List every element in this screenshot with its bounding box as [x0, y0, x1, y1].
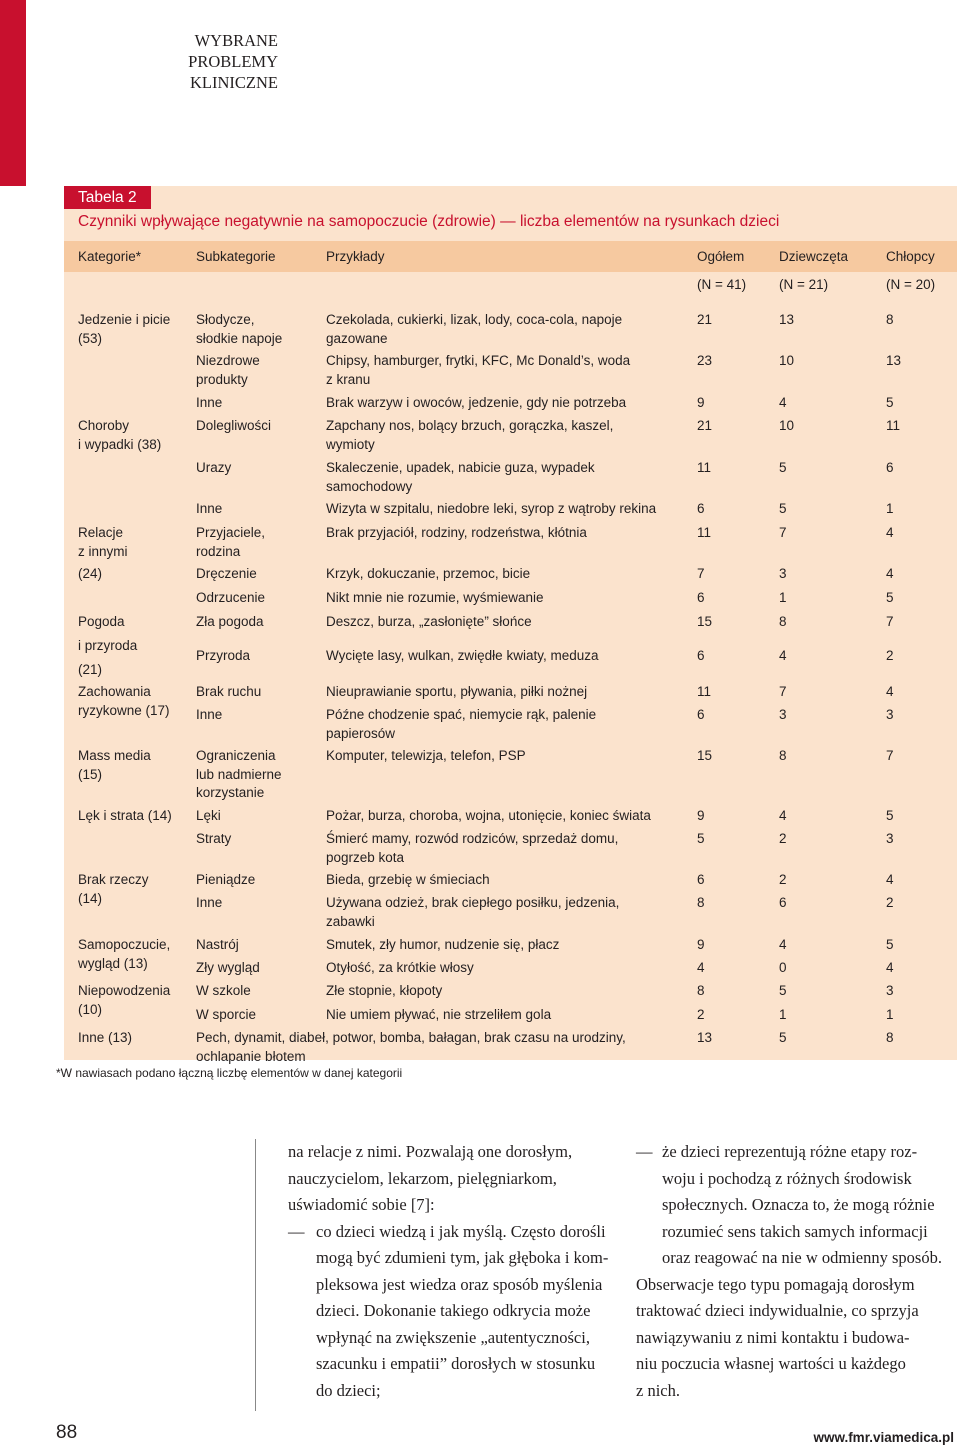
count-ogolem-cell: 11	[697, 525, 712, 540]
count-ogolem-cell: 11	[697, 460, 712, 475]
count-dziewczeta-cell: 10	[779, 353, 795, 368]
table-header-row	[64, 241, 957, 272]
paragraph	[256, 1139, 615, 1219]
category-label: Zachowania	[78, 684, 151, 699]
category-label: Brak rzeczy	[78, 872, 149, 887]
category-label: Choroby	[78, 418, 130, 433]
table-label: Tabela 2	[64, 186, 151, 209]
example-cell: Brak warzyw i owoców, jedzenie, gdy nie potrzeba	[326, 395, 627, 410]
subcategory-cell: Dręczenie	[196, 566, 257, 581]
example-cell: Smutek, zły humor, nudzenie się, płacz	[326, 937, 560, 952]
count-ogolem-cell: 5	[697, 831, 705, 846]
example-cell: Krzyk, dokuczanie, przemoc, bicie	[326, 566, 531, 581]
count-chlopcy-cell: 11	[886, 418, 901, 433]
category-label: (14)	[78, 890, 103, 906]
paragraph	[636, 1272, 958, 1405]
count-chlopcy-cell: 3	[886, 831, 894, 846]
count-ogolem-cell: 6	[697, 648, 705, 663]
subcategory-cell: Inne	[196, 707, 223, 722]
example-cell: Nie umiem pływać, nie strzeliłem gola	[326, 1007, 552, 1022]
count-ogolem-cell: 9	[697, 808, 705, 823]
count-dziewczeta-cell: 2	[779, 831, 787, 846]
subcategory-cell: Przyroda	[196, 648, 251, 663]
example-cell: Używana odzież, brak ciepłego posiłku, jedzenia,	[326, 895, 620, 910]
count-dziewczeta-cell: 4	[779, 648, 787, 663]
example-cell: Złe stopnie, kłopoty	[326, 983, 443, 998]
example-cell: Otyłość, za krótkie włosy	[326, 960, 474, 975]
dash-list-item	[256, 1219, 615, 1405]
count-ogolem-cell: 21	[697, 418, 713, 433]
count-chlopcy-cell: 7	[886, 614, 894, 629]
example-cell: gazowane	[326, 330, 388, 346]
count-ogolem-cell: 21	[697, 312, 713, 327]
table-title: Czynniki wpływające negatywnie na samopoczucie (zdrowie) — liczba elementów na rysunkach dzieci	[78, 213, 780, 230]
category-label: ryzykowne (17)	[78, 702, 170, 718]
count-chlopcy-cell: 5	[886, 590, 894, 605]
subcategory-cell: Odrzucenie	[196, 590, 266, 605]
example-cell: Chipsy, hamburger, frytki, KFC, Mc Donald’s, woda	[326, 353, 631, 368]
count-ogolem-cell: 8	[697, 983, 705, 998]
example-cell: Pożar, burza, choroba, wojna, utonięcie, koniec świata	[326, 808, 651, 823]
example-cell: Późne chodzenie spać, niemycie rąk, palenie	[326, 707, 597, 722]
count-dziewczeta-cell: 13	[779, 312, 795, 327]
category-label: (10)	[78, 1001, 103, 1017]
section-title-line: KLINICZNE	[190, 73, 278, 92]
count-chlopcy-cell: 5	[886, 937, 894, 952]
count-chlopcy-cell: 5	[886, 395, 894, 410]
count-ogolem-cell: 4	[697, 960, 705, 975]
example-cell: papierosów	[326, 725, 396, 741]
subcategory-cell: Przyjaciele,	[196, 525, 266, 540]
text-line: że dzieci reprezentują różne etapy roz-	[662, 1142, 918, 1161]
subcategory-cell: rodzina	[196, 543, 241, 559]
text-line: rozumieć sens takich samych informacji	[662, 1221, 928, 1241]
category-label: (53)	[78, 330, 103, 346]
section-title-line: PROBLEMY	[188, 52, 278, 71]
category-label: Lęk i strata (14)	[78, 808, 172, 823]
text-line: niu poczucia własnej wartości u każdego	[636, 1354, 906, 1373]
text-line: pleksowa jest wiedza oraz sposób myślenia	[316, 1274, 603, 1294]
count-chlopcy-cell: 3	[886, 707, 894, 722]
count-dziewczeta-cell: 7	[779, 525, 787, 540]
example-cell: Nikt mnie nie rozumie, wyśmiewanie	[326, 590, 544, 605]
example-cell: Skaleczenie, upadek, nabicie guza, wypadek	[326, 460, 595, 475]
count-dziewczeta-cell: 10	[779, 418, 795, 433]
example-cell: zabawki	[326, 913, 375, 929]
count-dziewczeta-cell: 5	[779, 460, 787, 475]
text-line: Obserwacje tego typu pomagają dorosłym	[636, 1274, 915, 1294]
table-footnote: *W nawiasach podano łączną liczbę elementów w danej kategorii	[56, 1066, 403, 1080]
website-url: www.fmr.viamedica.pl	[813, 1430, 954, 1445]
subcategory-cell: W szkole	[196, 983, 251, 998]
subcategory-cell: Inne	[196, 395, 223, 410]
count-chlopcy-cell: 4	[886, 872, 894, 887]
subcategory-cell: Lęki	[196, 808, 221, 823]
text-line: szacunku i empatii” dorosłych w stosunku	[316, 1354, 596, 1373]
count-chlopcy-cell: 4	[886, 684, 894, 699]
text-line: nauczycielom, lekarzom, pielęgniarkom,	[288, 1168, 557, 1188]
text-column-left	[255, 1139, 615, 1411]
count-ogolem-cell: 2	[697, 1007, 705, 1022]
header-n-ogolem: (N = 41)	[697, 277, 747, 292]
count-dziewczeta-cell: 7	[779, 684, 787, 699]
text-line: do dzieci;	[316, 1380, 381, 1400]
subcategory-cell: Nastrój	[196, 937, 239, 952]
subcategory-cell: W sporcie	[196, 1007, 257, 1022]
example-cell: Nieuprawianie sportu, pływania, piłki nożnej	[326, 684, 588, 699]
count-chlopcy-cell: 4	[886, 960, 894, 975]
subcategory-cell: słodkie napoje	[196, 330, 283, 346]
count-dziewczeta-cell: 5	[779, 501, 787, 516]
category-label: (15)	[78, 766, 103, 782]
example-cell: pogrzeb kota	[326, 849, 405, 865]
count-dziewczeta-cell: 5	[779, 1030, 787, 1045]
text-line: na relacje z nimi. Pozwalają one dorosłym,	[288, 1142, 573, 1161]
text-line: nawiązywaniu z nimi kontaktu i budowa-	[636, 1327, 910, 1347]
count-chlopcy-cell: 4	[886, 525, 894, 540]
dash-list-item	[636, 1139, 958, 1272]
category-label: (21)	[78, 662, 103, 677]
example-cell: Wizyta w szpitalu, niedobre leki, syrop z wątroby rekina	[326, 501, 657, 516]
count-ogolem-cell: 6	[697, 872, 705, 887]
subcategory-cell: Pieniądze	[196, 872, 256, 887]
header-chlopcy: Chłopcy	[886, 249, 935, 264]
text-line: woju i pochodzą z różnych środowisk	[662, 1168, 912, 1188]
count-chlopcy-cell: 2	[886, 895, 894, 910]
count-ogolem-cell: 15	[697, 614, 713, 629]
text-line: co dzieci wiedzą i jak myślą. Często dorośli	[316, 1221, 606, 1241]
count-chlopcy-cell: 1	[886, 501, 894, 516]
header-n-dziewczeta: (N = 21)	[779, 277, 829, 292]
count-chlopcy-cell: 5	[886, 808, 894, 823]
example-cell: Bieda, grzebię w śmieciach	[326, 872, 490, 887]
header-przyklady: Przykłady	[326, 249, 385, 264]
count-chlopcy-cell: 6	[886, 460, 894, 475]
subcategory-cell: Zły wygląd	[196, 960, 260, 975]
count-dziewczeta-cell: 2	[779, 872, 787, 887]
category-label: z innymi	[78, 543, 128, 559]
count-ogolem-cell: 13	[697, 1030, 713, 1045]
example-cell: z kranu	[326, 371, 371, 387]
example-cell: Śmierć mamy, rozwód rodziców, sprzedaż domu,	[326, 831, 619, 846]
header-dziewczeta: Dziewczęta	[779, 249, 849, 264]
text-line: z nich.	[636, 1380, 680, 1400]
example-cell: Zapchany nos, bolący brzuch, gorączka, kaszel,	[326, 418, 614, 433]
category-label: (24)	[78, 566, 103, 581]
page-number: 88	[56, 1422, 78, 1443]
count-ogolem-cell: 6	[697, 707, 705, 722]
count-ogolem-cell: 11	[697, 684, 712, 699]
count-dziewczeta-cell: 3	[779, 566, 787, 581]
count-chlopcy-cell: 7	[886, 748, 894, 763]
category-label: Inne (13)	[78, 1030, 133, 1045]
subcategory-cell: Zła pogoda	[196, 614, 264, 629]
count-dziewczeta-cell: 3	[779, 707, 787, 722]
text-line: mogą być zdumieni tym, jak głęboka i kom-	[316, 1248, 609, 1267]
example-cell: samochodowy	[326, 478, 413, 494]
subcategory-cell: Brak ruchu	[196, 684, 262, 699]
category-label: Relacje	[78, 525, 124, 540]
example-cell: Brak przyjaciół, rodziny, rodzeństwa, kłótnia	[326, 525, 587, 540]
count-ogolem-cell: 8	[697, 895, 705, 910]
dash-bullet: —	[288, 1221, 305, 1241]
header-ogolem: Ogółem	[697, 249, 745, 264]
subcategory-cell: Inne	[196, 501, 223, 516]
example-cell: Wycięte lasy, wulkan, zwiędłe kwiaty, meduza	[326, 648, 599, 663]
count-ogolem-cell: 9	[697, 937, 705, 952]
count-dziewczeta-cell: 8	[779, 614, 787, 629]
header-subkategorie: Subkategorie	[196, 249, 276, 264]
text-line: dzieci. Dokonanie takiego odkrycia może	[316, 1301, 591, 1320]
category-label: Mass media	[78, 748, 151, 763]
section-title	[150, 30, 278, 93]
count-chlopcy-cell: 3	[886, 983, 894, 998]
text-line: traktować dzieci indywidualnie, co sprzyja	[636, 1301, 919, 1320]
count-dziewczeta-cell: 6	[779, 895, 787, 910]
example-cell: Deszcz, burza, „zasłonięte” słońce	[326, 614, 532, 629]
text-line: uświadomić sobie [7]:	[288, 1195, 435, 1214]
category-label: Pogoda	[78, 614, 125, 629]
category-label: wygląd (13)	[78, 955, 148, 971]
count-dziewczeta-cell: 0	[779, 960, 787, 975]
count-chlopcy-cell: 13	[886, 353, 902, 368]
subcategory-cell: Straty	[196, 831, 232, 846]
text-line: społecznych. Oznacza to, że mogą różnie	[662, 1195, 935, 1214]
text-line: oraz reagować na nie w odmienny sposób.	[662, 1248, 942, 1267]
subcategory-cell: Pech, dynamit, diabeł, potwor, bomba, bałagan, brak czasu na urodziny,	[196, 1030, 626, 1045]
count-chlopcy-cell: 2	[886, 648, 894, 663]
count-dziewczeta-cell: 5	[779, 983, 787, 998]
subcategory-cell: Urazy	[196, 460, 232, 475]
subcategory-cell: korzystanie	[196, 785, 265, 800]
count-dziewczeta-cell: 8	[779, 748, 787, 763]
example-cell: Czekolada, cukierki, lizak, lody, coca-cola, napoje	[326, 312, 623, 327]
category-label: i przyroda	[78, 638, 138, 653]
subcategory-cell: Niezdrowe	[196, 353, 260, 368]
subcategory-cell: Inne	[196, 895, 223, 910]
subcategory-cell: ochlapanie błotem	[196, 1048, 306, 1064]
count-ogolem-cell: 23	[697, 353, 713, 368]
header-n-chlopcy: (N = 20)	[886, 277, 936, 292]
dash-bullet: —	[636, 1142, 653, 1161]
subcategory-cell: produkty	[196, 371, 248, 387]
count-dziewczeta-cell: 1	[779, 590, 787, 605]
example-cell: Komputer, telewizja, telefon, PSP	[326, 748, 526, 763]
text-column-right	[636, 1139, 958, 1404]
example-cell: wymioty	[326, 436, 375, 452]
header-kategorie: Kategorie*	[78, 249, 142, 264]
count-ogolem-cell: 9	[697, 395, 705, 410]
count-ogolem-cell: 6	[697, 501, 705, 516]
text-line: wpłynąć na zwiększenie „autentyczności,	[316, 1327, 590, 1347]
count-dziewczeta-cell: 4	[779, 395, 787, 410]
count-ogolem-cell: 15	[697, 748, 713, 763]
count-ogolem-cell: 6	[697, 590, 705, 605]
subcategory-cell: Słodycze,	[196, 312, 255, 327]
count-chlopcy-cell: 4	[886, 566, 894, 581]
count-dziewczeta-cell: 1	[779, 1007, 787, 1022]
category-label: Jedzenie i picie	[78, 312, 171, 327]
subcategory-cell: Ograniczenia	[196, 748, 276, 763]
category-label: Niepowodzenia	[78, 983, 171, 998]
section-title-line: WYBRANE	[194, 31, 278, 50]
count-dziewczeta-cell: 4	[779, 808, 787, 823]
category-label: i wypadki (38)	[78, 436, 162, 452]
subcategory-cell: lub nadmierne	[196, 766, 282, 782]
section-color-bar	[0, 0, 26, 186]
count-chlopcy-cell: 8	[886, 312, 894, 327]
count-chlopcy-cell: 8	[886, 1030, 894, 1045]
count-chlopcy-cell: 1	[886, 1007, 894, 1022]
category-label: Samopoczucie,	[78, 937, 171, 952]
count-ogolem-cell: 7	[697, 566, 705, 581]
subcategory-cell: Dolegliwości	[196, 418, 272, 433]
count-dziewczeta-cell: 4	[779, 937, 787, 952]
data-table	[64, 186, 957, 1064]
